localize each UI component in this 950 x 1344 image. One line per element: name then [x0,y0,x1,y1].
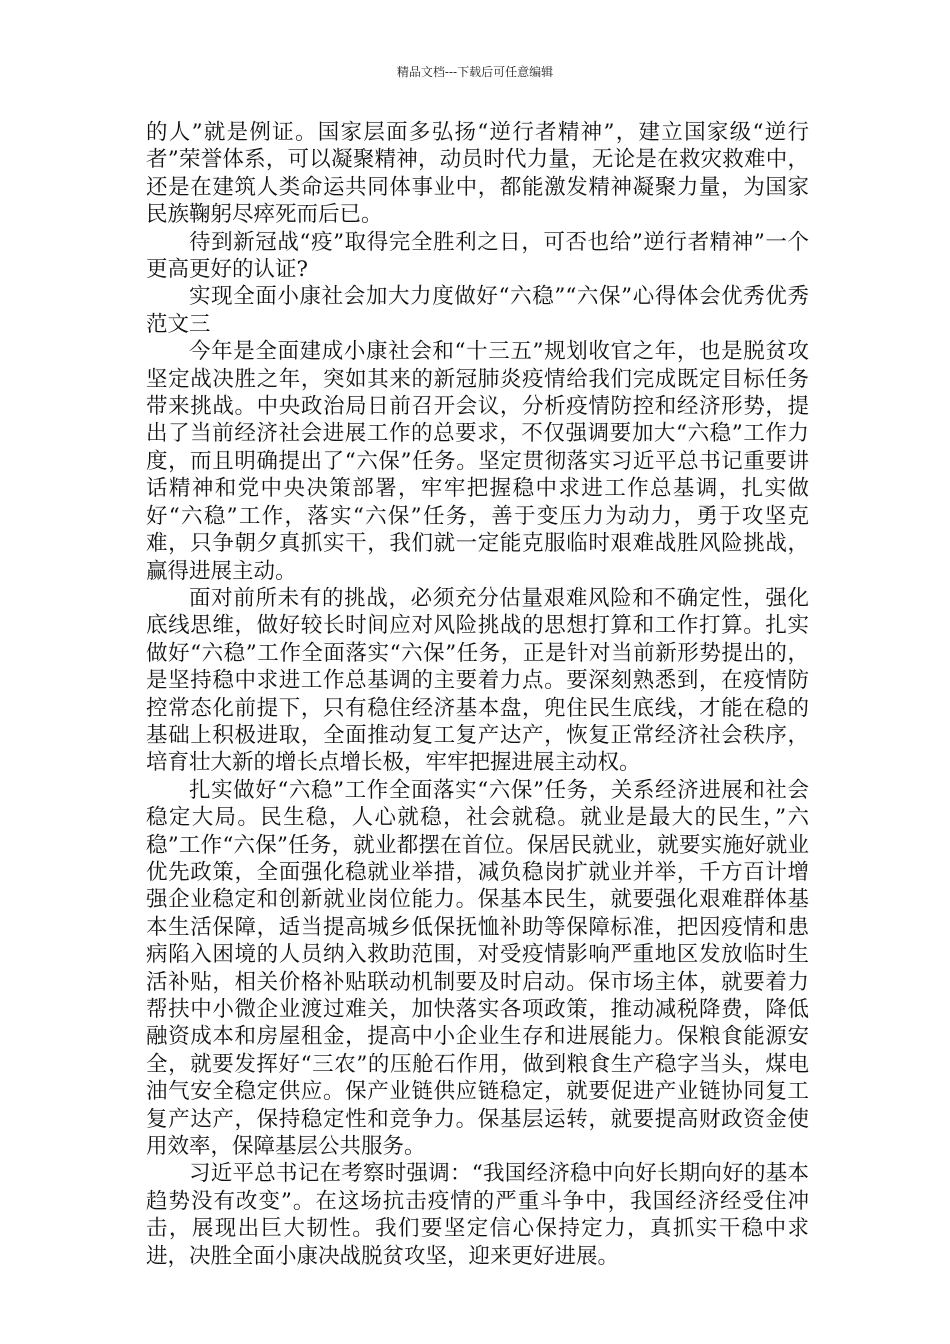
paragraph-5: 扎实做好“六稳”工作全面落实“六保”任务，关系经济进展和社会稳定大局。民生稳，人心就稳，社会就稳。就业是最大的民生，”六稳”工作“六保”任务，就业都摆在首位。保居民就业，就要实施好就业优先政策，全面强化稳就业举措，减负稳岗扩就业并举，千方百计增强企业稳定和创新就业岗位能力。保基本民生，就要强化艰难群体基本生活保障，适当提高城乡低保抚恤补助等保障标准，把因疫情和患病陷入困境的人员纳入救助范围，对受疫情影响严重地区发放临时生活补贴，相关价格补贴联动机制要及时启动。保市场主体，就要着力帮扶中小微企业渡过难关，加快落实各项政策，推动减税降费，降低融资成本和房屋租金，提高中小企业生存和进展能力。保粮食能源安全，就要发挥好“三农”的压舱石作用，做到粮食生产稳字当头，煤电油气安全稳定供应。保产业链供应链稳定，就要促进产业链协同复工复产达产，保持稳定性和竞争力。保基层运转，就要提高财政资金使用效率，保障基层公共服务。 [146,777,809,1160]
document-body [146,119,809,1270]
paragraph-1: 的人”就是例证。国家层面多弘扬“逆行者精神”，建立国家级“逆行者”荣誉体系，可以凝聚精神，动员时代力量，无论是在救灾救难中，还是在建筑人类命运共同体事业中，都能激发精神凝聚力量，为国家民族鞠躬尽瘁死而后已。 [146,120,809,228]
paragraph-4: 面对前所未有的挑战，必须充分估量艰难风险和不确定性，强化底线思维，做好较长时间应对风险挑战的思想打算和工作打算。扎实做好“六稳”工作全面落实“六保”任务，正是针对当前新形势提出的，是坚持稳中求进工作总基调的主要着力点。要深刻熟悉到，在疫情防控常态化前提下，只有稳住经济基本盘，兜住民生底线，才能在稳的基础上积极进取，全面推动复工复产达产，恢复正常经济社会秩序，培育壮大新的增长点增长极，牢牢把握进展主动权。 [146,585,809,776]
paragraph-2: 待到新冠战“疫”取得完全胜利之日，可否也给”逆行者精神”一个更高更好的认证? [146,229,809,283]
paragraph-6: 习近平总书记在考察时强调：“我国经济稳中向好长期向好的基本趋势没有改变”。在这场抗击疫情的严重斗争中，我国经济经受住冲击，展现出巨大韧性。我们要坚定信心保持定力，真抓实干稳中求进，决胜全面小康决战脱贫攻坚，迎来更好进展。 [146,1161,809,1269]
section-title: 实现全面小康社会加大力度做好“六稳”“六保”心得体会优秀优秀范文三 [146,284,809,337]
page-header: 精品文档---下载后可任意编辑 [396,65,554,79]
paragraph-3: 今年是全面建成小康社会和“十三五”规划收官之年，也是脱贫攻坚定战决胜之年，突如其来的新冠肺炎疫情给我们完成既定目标任务带来挑战。中央政治局日前召开会议，分析疫情防控和经济形势，提出了当前经济社会进展工作的总要求，不仅强调要加大“六稳”工作力度，而且明确提出了“六保”任务。坚定贯彻落实习近平总书记重要讲话精神和党中央决策部署，牢牢把握稳中求进工作总基调，扎实做好“六稳”工作，落实“六保”任务，善于变压力为动力，勇于攻坚克难，只争朝夕真抓实干，我们就一定能克服临时艰难战胜风险挑战，赢得进展主动。 [146,339,809,584]
